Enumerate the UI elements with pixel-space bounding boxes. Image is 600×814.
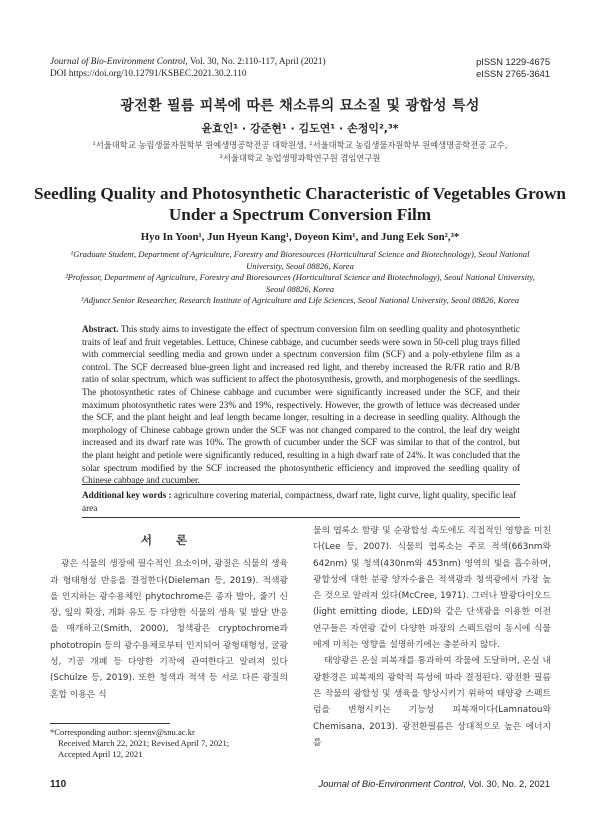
- keywords-bottom-divider: [82, 517, 520, 518]
- journal-header: [50, 56, 326, 80]
- journal-citation: [50, 56, 326, 68]
- footer-issue: , Vol. 30, No. 2, 2021: [463, 779, 550, 789]
- body-paragraph: 광은 식물의 생장에 필수적인 요소이며, 광질은 식물의 생육과 형태형성 반응을 결정한다(Dieleman 등, 2019). 적색광을 인지하는 광수용체인 phytochrome은 종자 발아, 줄기 신장, 잎의 확장, 개화 유도 등 다양한 식물의 생육 및 발달 반응을 매개하고(Smith, 2000), 청색광은 cryptochrome과 phototropin 등의 광수용체로부터 인지되어 광형태형성, 굴광성, 기공 개폐 등 다양한 기작에 관여한다고 알려져 있다(Schulze 등, 2019). 또한 청색과 적색 등 서로 다른 광질의 혼합 이용은 식: [50, 559, 288, 700]
- keywords-text: agriculture covering material, compactness, dwarf rate, light curve, light quality, specific leaf area: [82, 490, 517, 513]
- page-number: 110: [50, 779, 67, 790]
- abstract-text: This study aims to investigate the effect of spectrum conversion film on seedling quality and photosynthetic traits of leaf and fruit vegetables. Lettuce, Chinese cabbage, and cucumber seeds were sown in 50-cell plug trays filled with commercial seedling media and grown under a spectrum conversion film (SCF) and a poly-ethylene film as a control. The SCF decreased blue-green light and increased red light, and thereby increased the R/FR ratio and R/B ratio of solar spectrum, which was sufficient to affect the photosynthesis, growth, and morphogenesis of the seedlings. The photosynthetic rates of Chinese cabbage and cucumber were significantly increased under the SCF, and their maximum photosynthetic rates were 23% and 19%, respectively. However, the growth of lettuce was decreased under the SCF, and the plant height and leaf length became longer, resulting in a decrease in seedling quality. Although the morphology of Chinese cabbage grown under the SCF was not changed compared to the control, the leaf dry weight increased and its dwarf rate was 10%. The growth of cucumber under the SCF was similar to that of the control, but the plant height and petiole were significantly reduced, resulting in a high dwarf rate of 24%. It was concluded that the solar spectrum modified by the SCF increased the photosynthetic efficiency and improved the seedling quality of Chinese cabbage and cucumber.: [82, 324, 520, 486]
- english-affiliation-1: ¹Graduate Student, Department of Agriculture, Forestry and Bioresources (Horticultural Science and Biotechnology), Seoul National University, Seoul 08826, Korea: [70, 249, 530, 271]
- footer-journal: [318, 779, 550, 789]
- korean-affiliation-2: ³서울대학교 농업생명과학연구원 겸임연구원: [219, 153, 381, 163]
- keywords-label: Additional key words :: [82, 490, 172, 500]
- english-affiliations: [55, 249, 545, 307]
- eissn: eISSN 2765-3641: [476, 69, 550, 79]
- body-column-right: [313, 523, 551, 751]
- english-title: Seedling Quality and Photosynthetic Characteristic of Vegetables Grown Under a Spectrum Conversion Film: [33, 184, 566, 224]
- body-paragraph: 물의 엽록소 함량 및 순광합성 속도에도 직접적인 영향을 미친다(Lee 등, 2007). 식물의 엽록소는 주로 적색(663nm와 642nm) 및 청색(430nm와 453nm) 영역의 빛을 흡수하며, 광합성에 대한 분광 양자수율은 적색광과 청색광에서 가장 높은 것으로 알려져 있다(McCree, 1971). 그러나 발광다이오드(light emitting diode, LED)와 같은 단색광을 이용한 이전 연구들은 자연광 같이 다양한 파장의 스펙트럼이 동시에 식물에게 미치는 영향을 설명하기에는 충분하지 않다.: [313, 526, 551, 651]
- english-affiliation-3: ³Adjunct Senior Researcher, Research Institute of Agriculture and Life Sciences, Seoul National University, Seoul 08826, Korea: [80, 295, 520, 305]
- abstract-label: Abstract.: [82, 324, 119, 334]
- pissn: pISSN 1229-4675: [476, 57, 550, 67]
- corresponding-author: *Corresponding author: sjeenv@snu.ac.kr: [50, 727, 195, 737]
- section-title-introduction: 서 론: [140, 533, 198, 547]
- body-column-left: [50, 532, 288, 703]
- english-affiliation-2: ²Professor, Department of Agriculture, Forestry and Bioresources (Horticultural Science and Biotechnology), Seoul National University, Seoul 08826, Korea: [65, 272, 535, 294]
- keywords: [82, 489, 520, 514]
- body-paragraph: 태양광은 온실 피복재를 통과하여 작물에 도달하며, 온실 내 광환경은 피복재의 광학적 특성에 따라 결정된다. 광전환 필름은 작물의 광합성 및 생육을 향상시키기 위하여 태양광 스펙트럼을 변형시키는 기능성 피복재이다(Lamnatou와 Chemisana, 2013). 광전환필름은 상대적으로 높은 에너지를: [313, 656, 551, 748]
- korean-title: 광전환 필름 피복에 따른 채소류의 묘소질 및 광합성 특성: [120, 98, 480, 114]
- footnote: [50, 727, 229, 759]
- keywords-divider: [82, 484, 520, 485]
- footnote-divider: [50, 723, 170, 724]
- accepted-date: Accepted April 12, 2021: [58, 748, 143, 759]
- journal-name: Journal of Bio-Environment Control: [50, 57, 186, 67]
- korean-authors: 윤효인¹ · 강준현¹ · 김도연¹ · 손정익²,³*: [201, 122, 399, 135]
- doi-link[interactable]: DOI https://doi.org/10.12791/KSBEC.2021.30.2.110: [50, 69, 247, 79]
- english-authors: Hyo In Yoon¹, Jun Hyeun Kang¹, Doyeon Kim¹, and Jung Eek Son²,³*: [140, 231, 460, 243]
- korean-affiliation-1: ¹서울대학교 농림생물자원학부 원예생명공학전공 대학원생, ²서울대학교 농림생물자원학부 원예생명공학전공 교수,: [92, 140, 508, 150]
- korean-affiliations: [60, 139, 540, 165]
- journal-volume: , Vol. 30, No. 2:110-117, April (2021): [185, 57, 326, 67]
- issn-block: [476, 56, 550, 80]
- abstract: [82, 323, 520, 487]
- received-dates: Received March 22, 2021; Revised April 7, 2021;: [58, 737, 230, 748]
- footer-journal-name: Journal of Bio-Environment Control: [318, 779, 464, 789]
